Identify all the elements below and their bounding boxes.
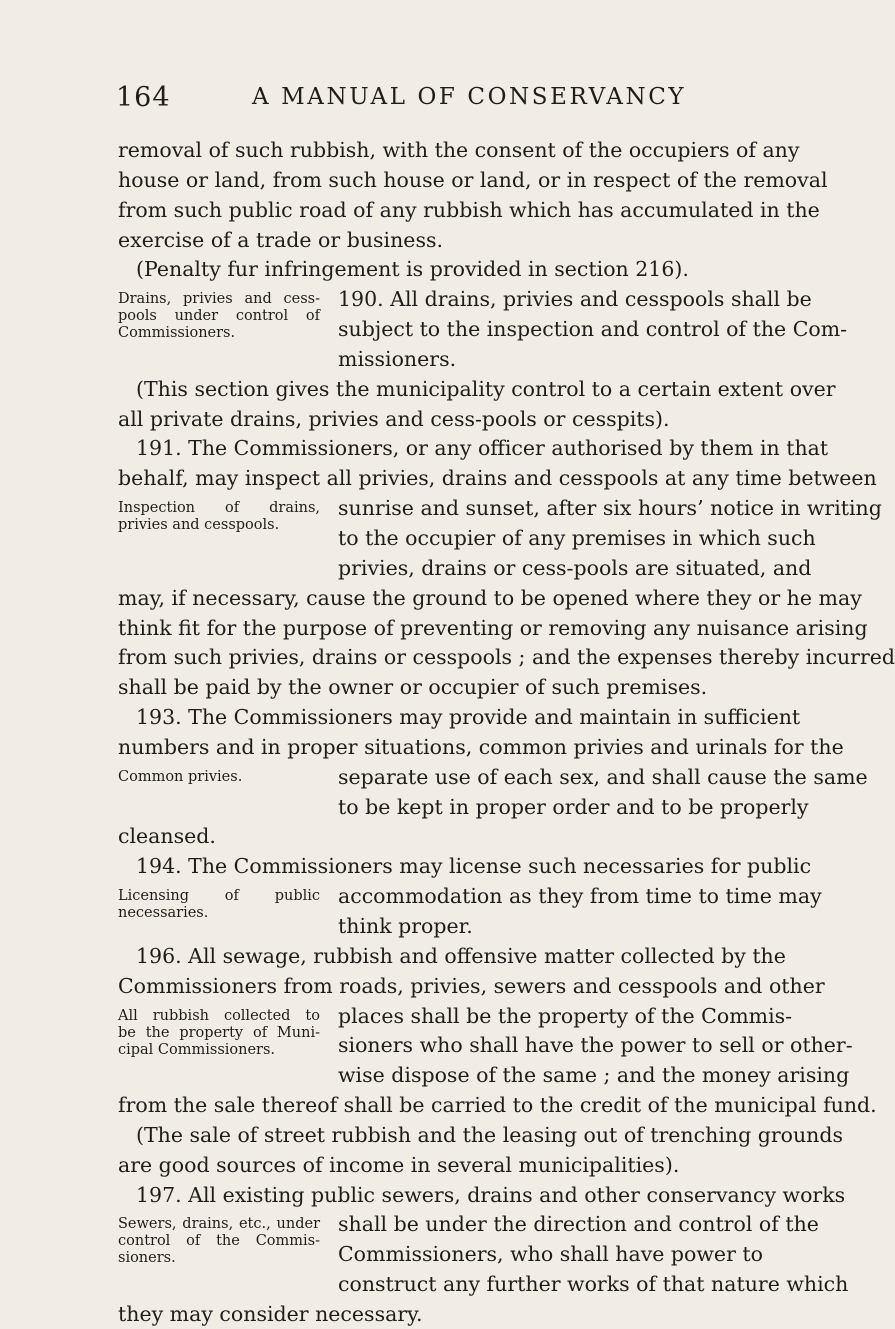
- margin-note-line: control of the Commis-: [118, 1233, 320, 1249]
- margin-note-line: necessaries.: [118, 905, 209, 921]
- text-line: separate use of each sex, and shall cause the same: [338, 765, 868, 789]
- text-line: from the sale thereof shall be carried to the credit of the municipal fund.: [118, 1093, 877, 1117]
- text-line: they may consider necessary.: [118, 1302, 423, 1326]
- text-line: places shall be the property of the Commis-: [338, 1004, 793, 1028]
- margin-note-sewers: [118, 1216, 320, 1267]
- text-line: 196. All sewage, rubbish and offensive matter collected by the: [136, 944, 786, 968]
- text-line: exercise of a trade or business.: [118, 228, 443, 252]
- text-line: (This section gives the municipality control to a certain extent over: [136, 377, 836, 401]
- page-number: 164: [116, 82, 171, 113]
- text-line: shall be under the direction and control of the: [338, 1212, 819, 1236]
- margin-note-line: All rubbish collected to: [118, 1008, 320, 1024]
- text-line: Commissioners, who shall have power to: [338, 1242, 763, 1266]
- text-line: construct any further works of that nature which: [338, 1272, 849, 1296]
- margin-note-drains-control: [118, 291, 320, 342]
- margin-note-line: privies and cesspools.: [118, 517, 280, 533]
- margin-note-line: Drains, privies and cess-: [118, 291, 320, 307]
- text-line: wise dispose of the same ; and the money arising: [338, 1063, 850, 1087]
- margin-note-inspection: [118, 500, 320, 534]
- text-line: to be kept in proper order and to be properly: [338, 795, 809, 819]
- text-line: 194. The Commissioners may license such necessaries for public: [136, 854, 812, 878]
- text-line: privies, drains or cess-pools are situated, and: [338, 556, 812, 580]
- margin-note-line: pools under control of: [118, 308, 320, 324]
- margin-note-line: sioners.: [118, 1250, 176, 1266]
- page-header: [116, 82, 716, 122]
- text-line: to the occupier of any premises in which such: [338, 526, 816, 550]
- margin-note-licensing: [118, 888, 320, 922]
- text-line: think fit for the purpose of preventing or removing any nuisance arising: [118, 616, 868, 640]
- margin-note-line: Licensing of public: [118, 888, 320, 904]
- text-line: accommodation as they from time to time may: [338, 884, 822, 908]
- text-line: all private drains, privies and cess-pools or cesspits).: [118, 407, 670, 431]
- text-line: removal of such rubbish, with the consent of the occupiers of any: [118, 138, 800, 162]
- text-line: cleansed.: [118, 824, 216, 848]
- text-line: sunrise and sunset, after six hours’ notice in writing: [338, 496, 882, 520]
- text-line: shall be paid by the owner or occupier of such premises.: [118, 675, 708, 699]
- text-line: may, if necessary, cause the ground to be opened where they or he may: [118, 586, 862, 610]
- text-line: 190. All drains, privies and cesspools shall be: [338, 287, 812, 311]
- margin-note-line: Common privies.: [118, 769, 243, 785]
- text-line: from such public road of any rubbish which has accumulated in the: [118, 198, 820, 222]
- text-line: 197. All existing public sewers, drains and other conservancy works: [136, 1183, 846, 1207]
- text-line: 193. The Commissioners may provide and maintain in sufficient: [136, 705, 801, 729]
- margin-note-line: Sewers, drains, etc., under: [118, 1216, 320, 1232]
- text-line: 191. The Commissioners, or any officer authorised by them in that: [136, 436, 829, 460]
- margin-note-line: Commissioners.: [118, 325, 236, 341]
- margin-note-common-privies: [118, 769, 320, 786]
- margin-note-line: cipal Commissioners.: [118, 1042, 276, 1058]
- text-line: sioners who shall have the power to sell or other-: [338, 1033, 853, 1057]
- margin-note-rubbish-property: [118, 1008, 320, 1059]
- text-line: house or land, from such house or land, or in respect of the removal: [118, 168, 828, 192]
- text-line: behalf, may inspect all privies, drains and cesspools at any time between: [118, 466, 877, 490]
- running-title: A MANUAL OF CONSERVANCY: [252, 84, 687, 110]
- text-line: from such privies, drains or cesspools ; and the expenses thereby incurred: [118, 645, 895, 669]
- text-line: Commissioners from roads, privies, sewers and cesspools and other: [118, 974, 825, 998]
- text-line: (Penalty fur infringement is provided in section 216).: [136, 257, 689, 281]
- text-line: are good sources of income in several municipalities).: [118, 1153, 680, 1177]
- text-line: subject to the inspection and control of the Com-: [338, 317, 848, 341]
- text-line: think proper.: [338, 914, 473, 938]
- text-line: missioners.: [338, 347, 457, 371]
- text-line: (The sale of street rubbish and the leasing out of trenching grounds: [136, 1123, 844, 1147]
- text-line: numbers and in proper situations, common privies and urinals for the: [118, 735, 844, 759]
- margin-note-line: be the property of Muni-: [118, 1025, 320, 1041]
- margin-note-line: Inspection of drains,: [118, 500, 320, 516]
